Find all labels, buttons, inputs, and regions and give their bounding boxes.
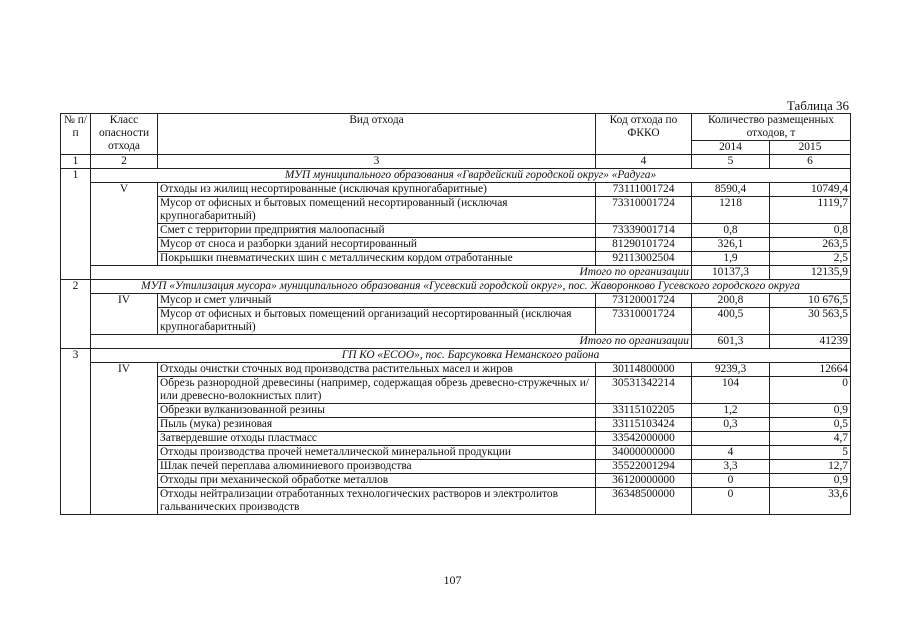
header-row (61, 114, 851, 141)
value-2014: 1,9 (692, 252, 770, 266)
org-number: 2 (61, 280, 91, 349)
waste-kind: Отходы нейтрализации отработанных технологических растворов и электролитов гальванических производств (158, 488, 596, 515)
header-code: Код отхода по ФККО (596, 114, 692, 155)
waste-kind: Мусор и смет уличный (158, 294, 596, 308)
waste-kind: Покрышки пневматических шин с металлическим кордом отработанные (158, 252, 596, 266)
waste-code: 73339001714 (596, 224, 692, 238)
waste-kind: Мусор от офисных и бытовых помещений несортированный (исключая крупногабаритный) (158, 197, 596, 224)
waste-kind: Затвердевшие отходы пластмасс (158, 432, 596, 446)
value-2015: 12664 (770, 363, 851, 377)
waste-kind: Отходы при механической обработке металлов (158, 474, 596, 488)
waste-kind: Обрезь разнородной древесины (например, содержащая обрезь древесно-стружечных и/или древесно-волокнистых плит) (158, 377, 596, 404)
value-2014: 8590,4 (692, 183, 770, 197)
value-2015: 0,5 (770, 418, 851, 432)
waste-code: 73120001724 (596, 294, 692, 308)
value-2014: 1,2 (692, 404, 770, 418)
waste-kind: Отходы из жилищ несортированные (исключая крупногабаритные) (158, 183, 596, 197)
value-2014: 200,8 (692, 294, 770, 308)
total-2015: 41239 (770, 335, 851, 349)
table-row (61, 446, 851, 460)
value-2015: 0,9 (770, 474, 851, 488)
table-row (61, 418, 851, 432)
value-2015: 0,8 (770, 224, 851, 238)
table-row (61, 488, 851, 515)
value-2015: 0 (770, 377, 851, 404)
waste-code: 33115102205 (596, 404, 692, 418)
value-2015: 4,7 (770, 432, 851, 446)
colnum: 2 (91, 155, 158, 169)
waste-code: 73111001724 (596, 183, 692, 197)
value-2015: 10749,4 (770, 183, 851, 197)
org-number: 1 (61, 169, 91, 280)
value-2015: 12,7 (770, 460, 851, 474)
org-name: МУП муниципального образования «Гвардейский городской округ» «Радуга» (91, 169, 851, 183)
waste-code: 35522001294 (596, 460, 692, 474)
hazard-class: IV (91, 294, 158, 335)
colnum: 6 (770, 155, 851, 169)
colnum: 5 (692, 155, 770, 169)
waste-code: 33542000000 (596, 432, 692, 446)
waste-kind: Отходы очистки сточных вод производства растительных масел и жиров (158, 363, 596, 377)
waste-code: 34000000000 (596, 446, 692, 460)
header-qty: Количество размещенных отходов, т (692, 114, 851, 141)
value-2014: 1218 (692, 197, 770, 224)
value-2015: 33,6 (770, 488, 851, 515)
table-row (61, 252, 851, 266)
waste-code: 33115103424 (596, 418, 692, 432)
header-2015: 2015 (770, 141, 851, 155)
page-number: 107 (443, 573, 462, 587)
value-2015: 263,5 (770, 238, 851, 252)
waste-kind: Смет с территории предприятия малоопасный (158, 224, 596, 238)
table-row (61, 308, 851, 335)
waste-kind: Мусор от сноса и разборки зданий несортированный (158, 238, 596, 252)
waste-code: 92113002504 (596, 252, 692, 266)
table-title: Таблица 36 (786, 98, 849, 113)
table-row (61, 183, 851, 197)
value-2014: 0 (692, 488, 770, 515)
table-row (61, 197, 851, 224)
header-2014: 2014 (692, 141, 770, 155)
table-row (61, 363, 851, 377)
table-row (61, 432, 851, 446)
org-header-row (61, 280, 851, 294)
value-2014: 4 (692, 446, 770, 460)
table-row (61, 294, 851, 308)
org-name: ГП КО «ЕСОО», пос. Барсуковка Неманского района (91, 349, 851, 363)
colnum: 1 (61, 155, 91, 169)
total-2015: 12135,9 (770, 266, 851, 280)
org-number: 3 (61, 349, 91, 515)
column-numbers-row (61, 155, 851, 169)
total-2014: 601,3 (692, 335, 770, 349)
total-row (61, 266, 851, 280)
value-2014: 0,8 (692, 224, 770, 238)
waste-code: 81290101724 (596, 238, 692, 252)
total-label: Итого по организации (91, 266, 692, 280)
hazard-class: V (91, 183, 158, 266)
colnum: 4 (596, 155, 692, 169)
table-row (61, 474, 851, 488)
table-row (61, 377, 851, 404)
waste-kind: Отходы производства прочей неметаллической минеральной продукции (158, 446, 596, 460)
table-row (61, 224, 851, 238)
waste-kind: Мусор от офисных и бытовых помещений организаций несортированный (исключая крупногабаритный) (158, 308, 596, 335)
value-2014: 0,3 (692, 418, 770, 432)
value-2015: 30 563,5 (770, 308, 851, 335)
hazard-class: IV (91, 363, 158, 515)
waste-code: 30114800000 (596, 363, 692, 377)
org-header-row (61, 169, 851, 183)
value-2014: 3,3 (692, 460, 770, 474)
waste-code: 73310001724 (596, 197, 692, 224)
total-label: Итого по организации (91, 335, 692, 349)
total-2014: 10137,3 (692, 266, 770, 280)
waste-code: 30531342214 (596, 377, 692, 404)
table-row (61, 460, 851, 474)
header-kind: Вид отхода (158, 114, 596, 155)
header-num: № п/п (61, 114, 91, 155)
waste-kind: Шлак печей переплава алюминиевого производства (158, 460, 596, 474)
table-row (61, 238, 851, 252)
value-2015: 2,5 (770, 252, 851, 266)
value-2014: 400,5 (692, 308, 770, 335)
value-2014: 104 (692, 377, 770, 404)
waste-code: 36348500000 (596, 488, 692, 515)
value-2015: 5 (770, 446, 851, 460)
value-2014: 326,1 (692, 238, 770, 252)
value-2014: 9239,3 (692, 363, 770, 377)
org-name: МУП «Утилизация мусора» муниципального образования «Гусевский городской округ», пос. Жаворонково Гусевского городского округа (91, 280, 851, 294)
total-row (61, 335, 851, 349)
value-2014: 0 (692, 474, 770, 488)
table-row (61, 404, 851, 418)
value-2015: 10 676,5 (770, 294, 851, 308)
header-class: Класс опасности отхода (91, 114, 158, 155)
value-2015: 0,9 (770, 404, 851, 418)
waste-code: 73310001724 (596, 308, 692, 335)
value-2015: 1119,7 (770, 197, 851, 224)
waste-table (60, 113, 851, 515)
waste-kind: Обрезки вулканизованной резины (158, 404, 596, 418)
org-header-row (61, 349, 851, 363)
waste-code: 36120000000 (596, 474, 692, 488)
colnum: 3 (158, 155, 596, 169)
waste-kind: Пыль (мука) резиновая (158, 418, 596, 432)
value-2014 (692, 432, 770, 446)
